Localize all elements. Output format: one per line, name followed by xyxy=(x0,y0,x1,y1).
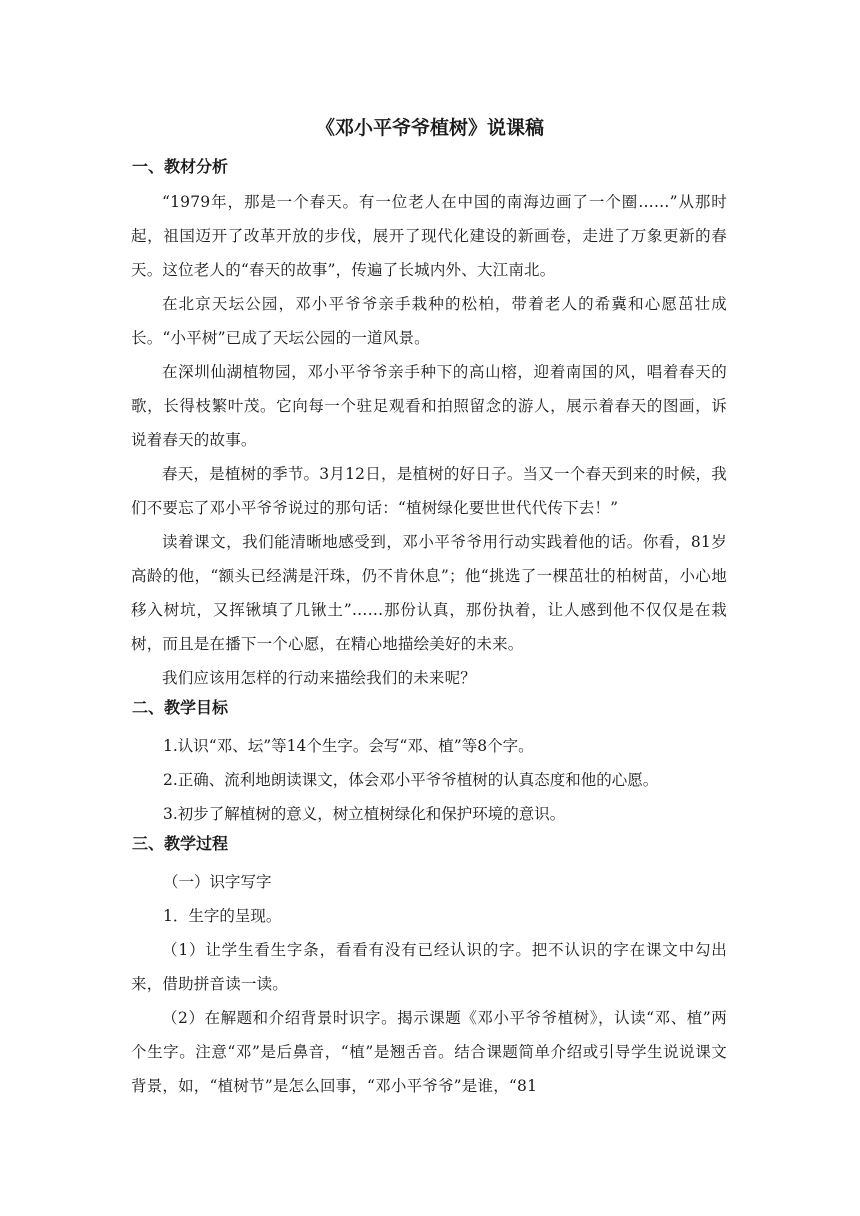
paragraph: 读着课文，我们能清晰地感受到，邓小平爷爷用行动实践着他的话。你看，81岁高龄的他，“额头已经满是汗珠，仍不肯休息”；他“挑选了一棵茁壮的柏树苗，小心地移入树坑，又挥锹填了几锹土”……那份认真，那份执着，让人感到他不仅仅是在栽树，而且是在播下一个心愿，在精心地描绘美好的未来。 xyxy=(131,533,727,653)
paragraph: 我们应该用怎样的行动来描绘我们的未来呢？ xyxy=(162,669,477,687)
paragraph: （1）让学生看生字条，看看有没有已经认识的字。把不认识的字在课文中勾出来，借助拼音读一读。 xyxy=(131,941,727,993)
paragraph: 在北京天坛公园，邓小平爷爷亲手栽种的松柏，带着老人的希冀和心愿茁壮成长。“小平树”已成了天坛公园的一道风景。 xyxy=(131,295,727,347)
section-heading-process: 三、教学过程 xyxy=(132,834,229,853)
paragraph: 在深圳仙湖植物园，邓小平爷爷亲手种下的高山榕，迎着南国的风，唱着春天的歌，长得枝繁叶茂。它向每一个驻足观看和拍照留念的游人，展示着春天的图画，诉说着春天的故事。 xyxy=(131,363,727,449)
paragraph: 春天，是植树的季节。3月12日，是植树的好日子。当又一个春天到来的时候，我们不要忘了邓小平爷爷说过的那句话：“植树绿化要世世代代传下去！” xyxy=(131,465,727,517)
paragraph: “1979年，那是一个春天。有一位老人在中国的南海边画了一个圈……”从那时起，祖国迈开了改革开放的步伐，展开了现代化建设的新画卷，走进了万象更新的春天。这位老人的“春天的故事”，传遍了长城内外、大江南北。 xyxy=(131,193,727,279)
step-heading: 1．生字的呈现。 xyxy=(163,907,282,925)
goal-item: 1.认识“邓、坛”等14个生字。会写“邓、植”等8个字。 xyxy=(163,737,534,755)
section-heading-goals: 二、教学目标 xyxy=(132,698,229,717)
goal-item: 3.初步了解植树的意义，树立植树绿化和保护环境的意识。 xyxy=(163,805,566,823)
paragraph: （2）在解题和介绍背景时识字。揭示课题《邓小平爷爷植树》，认读“邓、植”两个生字。注意“邓”是后鼻音，“植”是翘舌音。结合课题简单介绍或引导学生说说课文背景，如，“植树节”是怎么回事，“邓小平爷爷”是谁，“81 xyxy=(131,1009,727,1095)
section-heading-analysis: 一、教材分析 xyxy=(132,157,229,176)
subsection-heading: （一）识字写字 xyxy=(163,873,272,891)
goal-item: 2.正确、流利地朗读课文，体会邓小平爷爷植树的认真态度和他的心愿。 xyxy=(163,771,659,789)
document-title: 《邓小平爷爷植树》说课稿 xyxy=(315,117,544,139)
